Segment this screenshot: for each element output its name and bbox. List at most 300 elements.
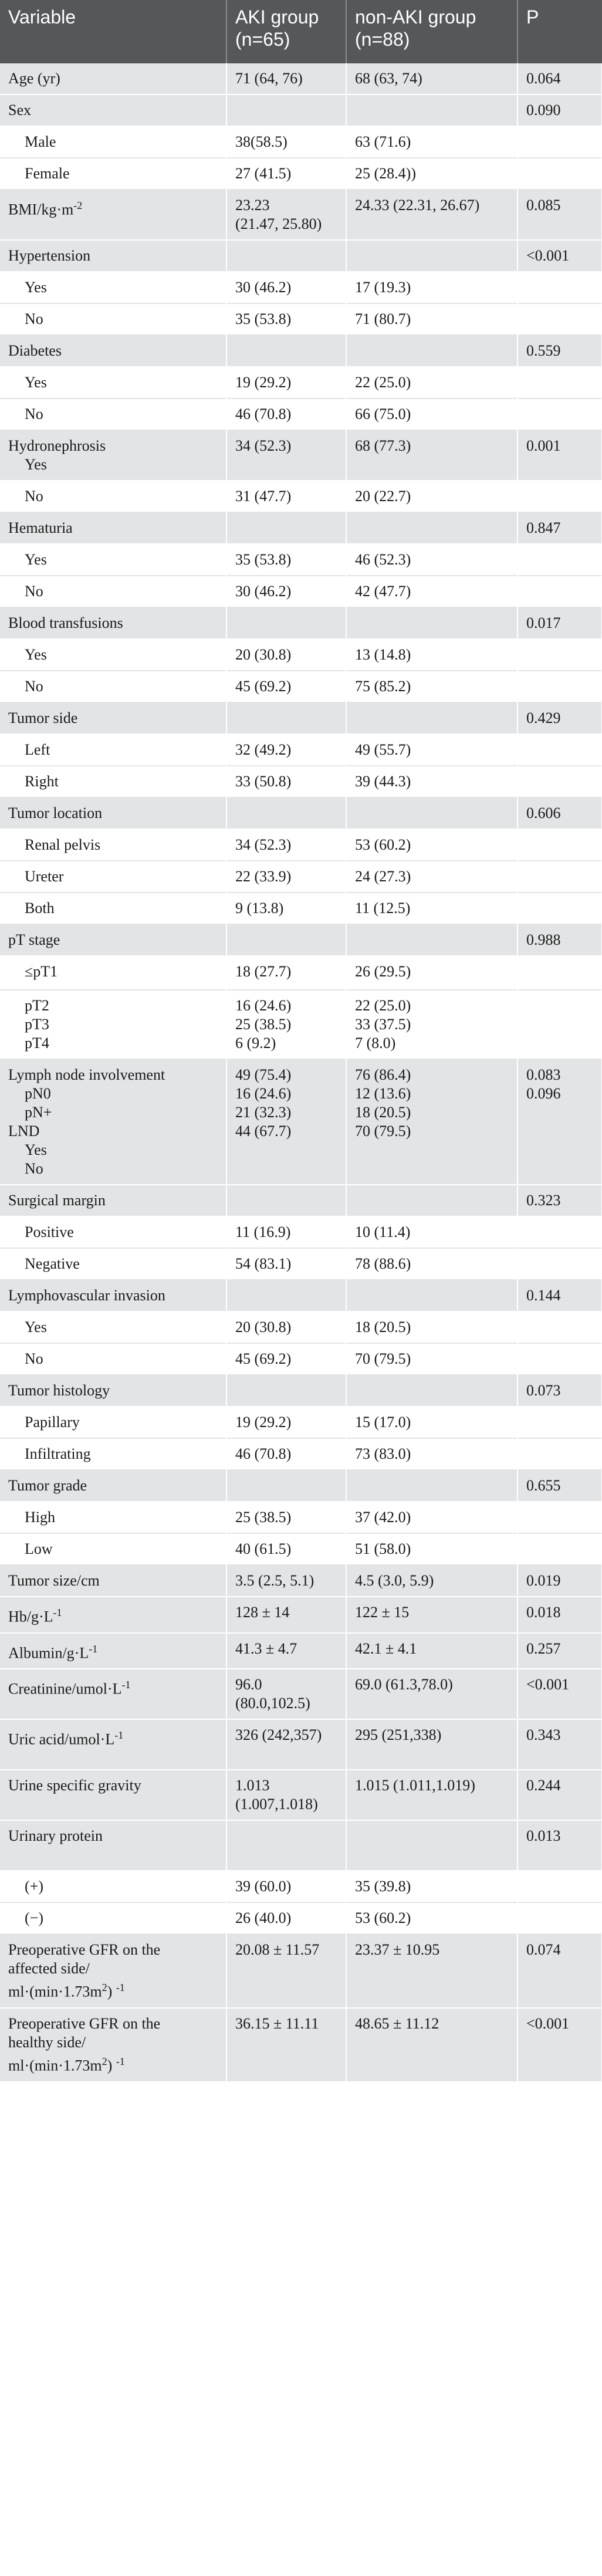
cell-aki — [226, 544, 346, 576]
cell-non-aki-text — [355, 1941, 509, 1959]
cell-non-aki — [346, 1375, 518, 1407]
cell-variable-text — [8, 709, 218, 728]
cell-aki-value: 36.15 ± 11.11 — [235, 2014, 319, 2032]
cell-variable-value: Albumin/g·L — [8, 1644, 89, 1662]
cell-aki-text — [235, 164, 337, 183]
cell-p — [518, 1902, 602, 1934]
cell-variable — [0, 1248, 226, 1280]
cell-p-text — [526, 1571, 593, 1590]
cell-variable-value: pT2 — [25, 997, 49, 1014]
cell-variable-value: (−) — [25, 1909, 43, 1927]
cell-aki-text — [235, 487, 337, 506]
cell-p-text — [526, 1084, 593, 1103]
cell-variable-value: Urinary protein — [8, 1827, 103, 1845]
cell-aki-value: (80.0,102.5) — [235, 1695, 310, 1712]
cell-variable — [0, 1871, 226, 1902]
cell-non-aki-text — [355, 772, 509, 791]
cell-aki-text — [235, 741, 337, 759]
cell-aki-text — [235, 1540, 337, 1559]
cell-variable — [0, 1407, 226, 1438]
cell-variable-text — [25, 310, 218, 329]
table-row — [0, 607, 602, 639]
table-row — [0, 639, 602, 671]
cell-p — [518, 94, 602, 126]
cell-aki-value: 128 ± 14 — [235, 1604, 290, 1621]
cell-non-aki-text — [355, 1445, 509, 1463]
cell-variable-value: Tumor histology — [8, 1382, 110, 1399]
table-row — [0, 956, 602, 990]
cell-aki-value: 38(58.5) — [235, 133, 288, 150]
cell-aki-value: 19 (29.2) — [235, 1414, 292, 1431]
cell-aki-value: 6 (9.2) — [235, 1035, 276, 1052]
cell-p-text — [526, 709, 593, 728]
table-row — [0, 63, 602, 94]
cell-variable-text — [8, 437, 218, 455]
cell-aki-text — [235, 1223, 337, 1242]
cell-p — [518, 1533, 602, 1565]
cell-aki-value: 26 (40.0) — [235, 1909, 292, 1927]
cell-variable — [0, 1185, 226, 1216]
cell-non-aki-text — [355, 1540, 509, 1559]
table-row — [0, 1770, 602, 1820]
cell-non-aki — [346, 1565, 518, 1597]
cell-non-aki-value: 42.1 ± 4.1 — [355, 1639, 417, 1657]
cell-variable-value: No — [25, 583, 43, 600]
cell-non-aki-text — [355, 899, 509, 918]
cell-non-aki-text — [355, 550, 509, 569]
cell-variable-text — [25, 373, 218, 392]
cell-p — [518, 671, 602, 702]
cell-variable-value: Yes — [25, 456, 47, 473]
cell-aki-text — [235, 1694, 337, 1713]
cell-aki-value: 31 (47.7) — [235, 488, 292, 505]
cell-variable — [0, 190, 226, 240]
table-row — [0, 430, 602, 481]
cell-non-aki-value: 69.0 (61.3,78.0) — [355, 1676, 453, 1693]
table-row — [0, 1820, 602, 1871]
cell-non-aki-text — [355, 1066, 509, 1084]
cell-non-aki-value: 70 (79.5) — [355, 1123, 411, 1140]
cell-p — [518, 1934, 602, 2008]
cell-non-aki-value: 53 (60.2) — [355, 1909, 411, 1927]
cell-non-aki-value: 7 (8.0) — [355, 1035, 396, 1052]
cell-variable-text — [8, 1476, 218, 1495]
cell-p — [518, 702, 602, 734]
cell-variable-text — [25, 405, 218, 424]
cell-variable-value: Tumor grade — [8, 1477, 87, 1494]
cell-aki-value: 20.08 ± 11.57 — [235, 1941, 320, 1959]
table-row — [0, 671, 602, 702]
table-row — [0, 303, 602, 335]
cell-variable — [0, 1565, 226, 1597]
cell-aki — [226, 1502, 346, 1533]
cell-aki — [226, 1597, 346, 1633]
cell-non-aki-value: 46 (52.3) — [355, 551, 411, 568]
table-row — [0, 1311, 602, 1343]
header-variable: Variable — [0, 0, 226, 63]
cell-non-aki-text — [355, 1877, 509, 1896]
cell-variable-value: Urine specific gravity — [8, 1777, 141, 1794]
cell-variable — [0, 1375, 226, 1407]
cell-aki-text — [235, 405, 337, 424]
cell-variable-value: Hydronephrosis — [8, 437, 106, 454]
cell-variable-text — [8, 1286, 218, 1305]
cell-p-text — [526, 1639, 593, 1658]
cell-p — [518, 797, 602, 829]
cell-variable-value: Male — [25, 133, 56, 150]
cell-non-aki — [346, 1407, 518, 1438]
cell-variable-value: No — [25, 405, 43, 422]
cell-p-text — [526, 1381, 593, 1400]
cell-variable-text — [8, 1675, 218, 1699]
cell-variable-value: Uric acid/umol·L — [8, 1730, 115, 1748]
cell-aki-value: 21 (32.3) — [235, 1104, 292, 1121]
cell-non-aki — [346, 797, 518, 829]
cell-variable — [0, 702, 226, 734]
cell-non-aki-value: 18 (20.5) — [355, 1319, 411, 1336]
cell-non-aki — [346, 576, 518, 607]
cell-non-aki-value: 39 (44.3) — [355, 773, 411, 790]
cell-aki — [226, 272, 346, 303]
cell-aki-text — [235, 69, 337, 88]
cell-non-aki — [346, 671, 518, 702]
cell-variable-text — [8, 1726, 218, 1749]
cell-variable-text — [8, 1066, 218, 1084]
cell-non-aki-text — [355, 69, 509, 88]
table-row — [0, 1216, 602, 1248]
cell-aki-value: 45 (69.2) — [235, 678, 292, 695]
cell-non-aki — [346, 481, 518, 512]
cell-non-aki-value: 25 (28.4)) — [355, 165, 416, 182]
cell-non-aki-text — [355, 836, 509, 854]
cell-aki-text — [235, 550, 337, 569]
cell-variable-text — [25, 996, 218, 1015]
cell-non-aki — [346, 63, 518, 94]
cell-non-aki-text — [355, 1084, 509, 1103]
cell-variable-value: Preoperative GFR on the — [8, 1941, 161, 1959]
cell-aki — [226, 398, 346, 430]
cell-non-aki-value: 12 (13.6) — [355, 1085, 411, 1102]
table-row — [0, 1719, 602, 1770]
cell-aki — [226, 126, 346, 158]
table-row — [0, 1669, 602, 1719]
cell-aki-text — [235, 1508, 337, 1527]
cell-variable-value: BMI/kg·m — [8, 201, 74, 218]
cell-non-aki — [346, 272, 518, 303]
cell-non-aki — [346, 126, 518, 158]
table-row — [0, 481, 602, 512]
cell-non-aki-text — [355, 962, 509, 981]
cell-aki — [226, 481, 346, 512]
cell-aki-text — [235, 1255, 337, 1273]
cell-non-aki — [346, 1871, 518, 1902]
cell-non-aki — [346, 607, 518, 639]
cell-aki-text — [235, 2014, 337, 2033]
cell-variable-superscript: -1 — [116, 2055, 125, 2067]
cell-variable-value: pN0 — [25, 1085, 51, 1102]
header-aki-group: AKI group (n=65) — [226, 0, 346, 63]
cell-p-value: 0.073 — [526, 1382, 561, 1399]
cell-p — [518, 1871, 602, 1902]
cell-aki-text — [235, 836, 337, 854]
table-row — [0, 829, 602, 861]
cell-non-aki-text — [355, 1508, 509, 1527]
table-row — [0, 398, 602, 430]
cell-non-aki-text — [355, 996, 509, 1015]
cell-aki — [226, 512, 346, 544]
cell-p-text — [526, 2014, 593, 2033]
cell-non-aki — [346, 398, 518, 430]
cell-non-aki — [346, 702, 518, 734]
cell-non-aki-value: 122 ± 15 — [355, 1604, 410, 1621]
cell-variable-value: Ureter — [25, 868, 64, 885]
cell-variable-value: healthy side/ — [8, 2033, 86, 2051]
cell-variable — [0, 797, 226, 829]
cell-non-aki — [346, 924, 518, 956]
cell-p — [518, 190, 602, 240]
cell-non-aki-text — [355, 310, 509, 329]
cell-variable-text — [8, 1191, 218, 1210]
cell-variable-value: Lymph node involvement — [8, 1066, 165, 1083]
cell-variable-text — [25, 1877, 218, 1896]
cell-non-aki-text — [355, 1603, 509, 1622]
cell-aki — [226, 1248, 346, 1280]
cell-variable-value: Yes — [25, 551, 47, 568]
cell-variable — [0, 1934, 226, 2008]
cell-non-aki — [346, 1902, 518, 1934]
cell-variable-value: Blood transfusions — [8, 614, 123, 631]
cell-p — [518, 544, 602, 576]
cell-non-aki-text — [355, 645, 509, 664]
cell-non-aki-text — [355, 1318, 509, 1337]
cell-variable-text — [25, 836, 218, 854]
header-non-aki-group: non-AKI group (n=88) — [346, 0, 518, 63]
cell-p-value: 0.847 — [526, 519, 561, 536]
cell-non-aki-value: 63 (71.6) — [355, 133, 411, 150]
cell-aki-text — [235, 962, 337, 981]
cell-aki — [226, 1719, 346, 1770]
cell-variable-value: Yes — [25, 1319, 47, 1336]
cell-p — [518, 1502, 602, 1533]
cell-aki-value: 20 (30.8) — [235, 1319, 292, 1336]
cell-aki — [226, 1059, 346, 1185]
cell-variable — [0, 1216, 226, 1248]
cell-p-text — [526, 1603, 593, 1622]
table-row — [0, 1871, 602, 1902]
cell-variable-superscript: -2 — [73, 200, 83, 211]
cell-p — [518, 1438, 602, 1470]
cell-non-aki — [346, 1669, 518, 1719]
cell-p — [518, 126, 602, 158]
cell-non-aki — [346, 1597, 518, 1633]
table-row — [0, 1597, 602, 1633]
cell-non-aki-text — [355, 164, 509, 183]
cell-p — [518, 512, 602, 544]
table-row — [0, 797, 602, 829]
cell-non-aki — [346, 766, 518, 797]
cell-p-value: 0.083 — [526, 1066, 561, 1083]
cell-p — [518, 1669, 602, 1719]
cell-p-text — [526, 1675, 593, 1694]
cell-variable — [0, 766, 226, 797]
cell-variable-value: Papillary — [25, 1414, 80, 1431]
cell-aki-text — [235, 1726, 337, 1745]
cell-variable — [0, 1633, 226, 1669]
cell-p — [518, 1311, 602, 1343]
cell-non-aki — [346, 1216, 518, 1248]
cell-p-value: 0.018 — [526, 1604, 561, 1621]
cell-non-aki-value: 35 (39.8) — [355, 1878, 411, 1895]
cell-p-text — [526, 101, 593, 120]
cell-p — [518, 303, 602, 335]
cell-variable-text — [25, 741, 218, 759]
cell-non-aki-value: 295 (251,338) — [355, 1726, 442, 1744]
cell-p-value: 0.144 — [526, 1287, 561, 1304]
cell-non-aki — [346, 1770, 518, 1820]
table-row — [0, 576, 602, 607]
cell-variable-value: pT stage — [8, 931, 60, 948]
cell-aki-text — [235, 1350, 337, 1368]
cell-p-value: 0.017 — [526, 614, 561, 631]
table-row — [0, 766, 602, 797]
cell-variable-text — [8, 804, 218, 823]
cell-aki — [226, 1533, 346, 1565]
cell-aki-value: 16 (24.6) — [235, 1085, 292, 1102]
cell-p-text — [526, 1191, 593, 1210]
cell-p-text — [526, 1941, 593, 1959]
cell-non-aki — [346, 734, 518, 766]
cell-aki — [226, 1902, 346, 1934]
cell-p-text — [526, 196, 593, 215]
cell-non-aki-text — [355, 373, 509, 392]
cell-aki-value: 16 (24.6) — [235, 997, 292, 1014]
cell-non-aki-text — [355, 405, 509, 424]
cell-p — [518, 1280, 602, 1311]
table-row — [0, 1185, 602, 1216]
cell-variable-text — [8, 1776, 218, 1795]
cell-aki — [226, 240, 346, 272]
cell-variable-value: Creatinine/umol·L — [8, 1680, 122, 1698]
cell-non-aki-value: 22 (25.0) — [355, 374, 411, 391]
table-row — [0, 734, 602, 766]
cell-p — [518, 924, 602, 956]
cell-non-aki — [346, 1248, 518, 1280]
cell-variable-text — [8, 931, 218, 949]
cell-p-value: <0.001 — [526, 247, 570, 264]
table-row — [0, 272, 602, 303]
cell-variable-text — [25, 645, 218, 664]
cell-p — [518, 1820, 602, 1871]
cell-aki-text — [235, 677, 337, 696]
table-row — [0, 893, 602, 924]
cell-aki-text — [235, 645, 337, 664]
cell-non-aki-value: 75 (85.2) — [355, 678, 411, 695]
cell-non-aki-text — [355, 741, 509, 759]
cell-non-aki-text — [355, 1122, 509, 1141]
table-row — [0, 190, 602, 240]
cell-variable-value: ml·(min·1.73m — [8, 2057, 102, 2074]
cell-variable-superscript: 2 — [102, 2055, 107, 2067]
cell-aki-text — [235, 1675, 337, 1694]
cell-non-aki — [346, 1185, 518, 1216]
cell-p — [518, 63, 602, 94]
cell-non-aki-value: 20 (22.7) — [355, 488, 411, 505]
cell-aki — [226, 1185, 346, 1216]
cell-aki — [226, 893, 346, 924]
cell-non-aki — [346, 893, 518, 924]
cell-aki-text — [235, 1318, 337, 1337]
cell-variable — [0, 1343, 226, 1375]
cell-non-aki-text — [355, 1103, 509, 1122]
cell-p — [518, 639, 602, 671]
cell-non-aki — [346, 430, 518, 481]
cell-p-text — [526, 69, 593, 88]
cell-variable-value: affected side/ — [8, 1960, 90, 1977]
cell-variable-text — [8, 1959, 218, 1978]
cell-p-text — [526, 1066, 593, 1084]
table-row — [0, 335, 602, 367]
cell-variable-text — [8, 1571, 218, 1590]
cell-non-aki-text — [355, 582, 509, 601]
cell-variable-text — [8, 1603, 218, 1627]
cell-aki — [226, 1470, 346, 1502]
table-row — [0, 1343, 602, 1375]
cell-p-value: <0.001 — [526, 1676, 570, 1693]
cell-aki — [226, 990, 346, 1059]
cell-non-aki-value: 48.65 ± 11.12 — [355, 2014, 439, 2032]
cell-non-aki — [346, 1438, 518, 1470]
cell-aki-value: (1.007,1.018) — [235, 1796, 318, 1813]
cell-aki-text — [235, 1571, 337, 1590]
cell-variable — [0, 2008, 226, 2082]
cell-aki-text — [235, 1445, 337, 1463]
cell-variable-text — [25, 1350, 218, 1368]
cell-aki-text — [235, 133, 337, 151]
cell-aki — [226, 1216, 346, 1248]
cell-variable-text — [25, 1255, 218, 1273]
cell-aki — [226, 639, 346, 671]
cell-p-value: 0.244 — [526, 1777, 561, 1794]
cell-non-aki-text — [355, 1015, 509, 1034]
cell-p-text — [526, 1776, 593, 1795]
cell-variable-value: Left — [25, 741, 50, 758]
cell-aki-value: 18 (27.7) — [235, 963, 292, 980]
cell-variable-text — [25, 1318, 218, 1337]
cell-aki-value: 39 (60.0) — [235, 1878, 292, 1895]
cell-non-aki-value: 71 (80.7) — [355, 310, 411, 327]
cell-non-aki — [346, 94, 518, 126]
cell-non-aki-text — [355, 1255, 509, 1273]
cell-aki-value: 41.3 ± 4.7 — [235, 1639, 297, 1657]
cell-non-aki-value: 24.33 (22.31, 26.67) — [355, 197, 480, 214]
cell-variable-value: LND — [8, 1123, 40, 1140]
cell-aki-value: 27 (41.5) — [235, 165, 292, 182]
cell-aki-text — [235, 1795, 337, 1814]
cell-aki-text — [235, 1941, 337, 1959]
cell-variable — [0, 240, 226, 272]
cell-variable-value: Yes — [25, 374, 47, 391]
cell-variable — [0, 1280, 226, 1311]
cell-aki — [226, 94, 346, 126]
cell-p — [518, 1059, 602, 1185]
cell-aki-text — [235, 772, 337, 791]
cell-variable-value: ml·(min·1.73m — [8, 1983, 102, 2000]
cell-aki-value: 34 (52.3) — [235, 437, 292, 454]
cell-variable — [0, 639, 226, 671]
cell-aki-value: 9 (13.8) — [235, 900, 284, 917]
cell-aki-value: (21.47, 25.80) — [235, 215, 322, 232]
cell-non-aki-value: 76 (86.4) — [355, 1066, 411, 1083]
